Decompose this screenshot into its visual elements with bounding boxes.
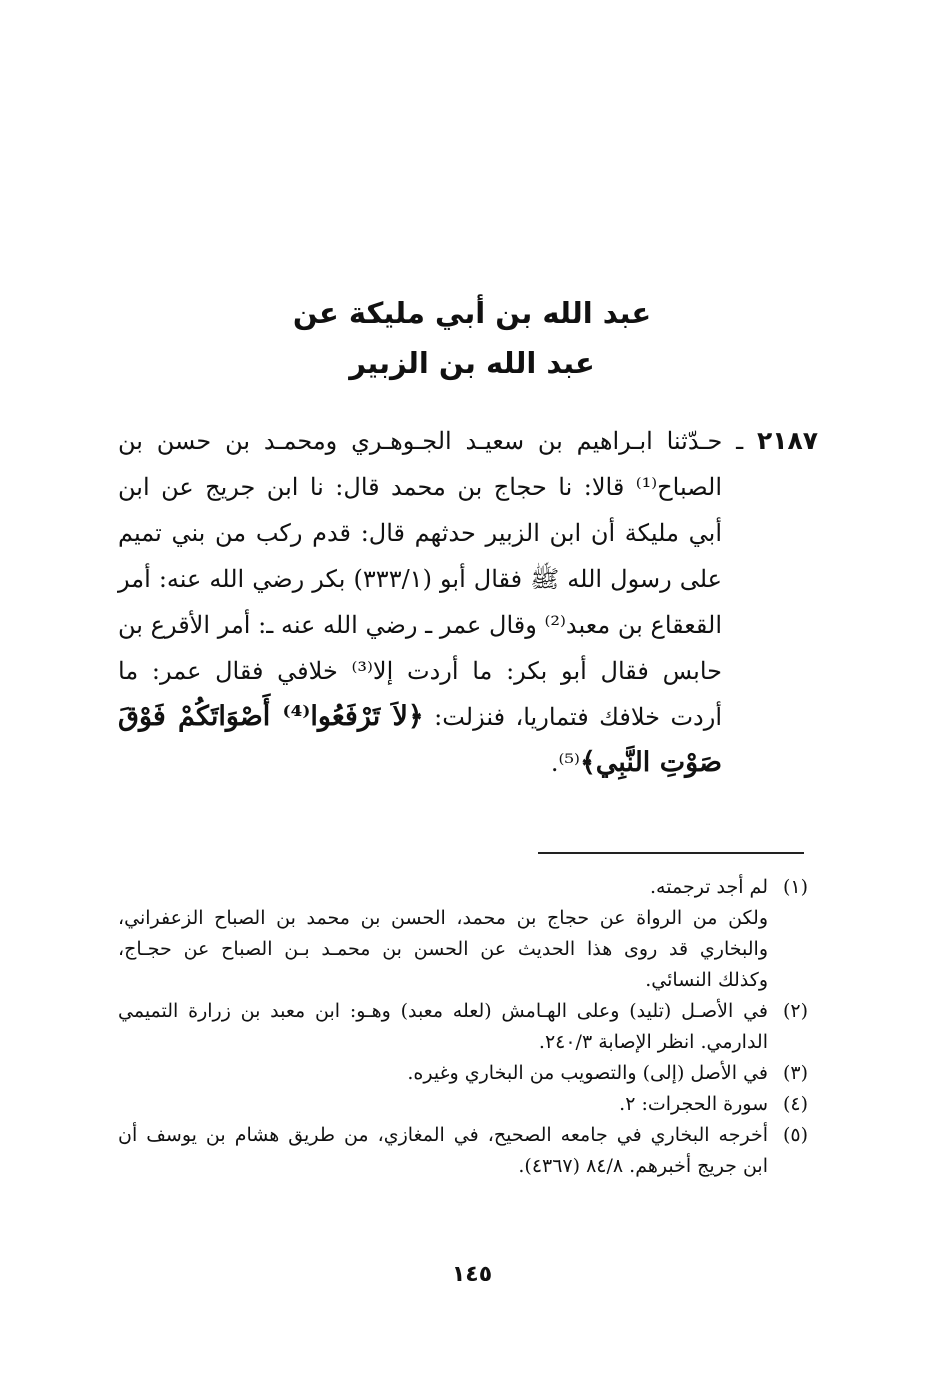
hadith-dash: ـ [722, 427, 757, 455]
hadith-line-3: أبي مليكة أن ابن الزبير حدثهم قال: قدم ركب من بني تميم [118, 519, 722, 547]
footnote-separator [538, 852, 804, 854]
hadith-line-8 [118, 740, 818, 786]
footnote-number: (٤) [782, 1093, 808, 1115]
footnote-1 [118, 872, 808, 996]
footnote-5 [118, 1120, 808, 1182]
footnote-body [118, 872, 768, 996]
heading-line-2: عبد الله بن الزبير [349, 346, 595, 380]
hadith-2187 [118, 418, 818, 786]
footnote-line: ابن جريج أخبرهم. ٨٤/٨ (٤٣٦٧). [518, 1155, 768, 1177]
footnote-line: في الأصـل (تليد) وعلى الهـامش (لعله معبد) وهـو: ابن معبد بن زرارة التميمي [118, 1000, 768, 1022]
footnote-body [118, 1058, 768, 1089]
hadith-text-7: أردت خلافك فتماريا، فنزلت: [423, 703, 723, 731]
footnote-line: لم أجد ترجمته. [650, 876, 768, 898]
hadith-line-1 [118, 418, 818, 464]
footnote-body [118, 1089, 768, 1120]
quran-verse-end: صَوْتِ النَّبِي﴾ [579, 747, 722, 778]
footnote-3 [118, 1058, 808, 1089]
footnote-line: والبخاري قد روى هذا الحديث عن الحسن بن محمـد بـن الصباح عن حجـاج، [118, 938, 768, 960]
heading-line-1: عبد الله بن أبي مليكة عن [292, 296, 652, 330]
footnote-number: (٥) [782, 1124, 808, 1146]
footnote-2 [118, 996, 808, 1058]
footnote-number: (٣) [782, 1062, 808, 1084]
footnote-body [118, 996, 768, 1058]
footnote-line: أخرجه البخاري في جامعه الصحيح، في المغازي، من طريق هشام بن يوسف أن [118, 1124, 768, 1146]
footnote-number: (٢) [782, 1000, 808, 1022]
footnote-line: سورة الحجرات: ٢. [619, 1093, 768, 1115]
hadith-text-8: ⁽⁵⁾. [550, 749, 580, 777]
hadith-text-1: حـدّثنا ابـراهيم بن سعيـد الجـوهـري ومحمـد بن حسن بن [118, 427, 723, 455]
hadith-line-2: الصباح⁽¹⁾ قالا: نا حجاج بن محمد قال: نا ابن جريج عن ابن [118, 473, 722, 501]
footnote-body [118, 1120, 768, 1182]
hadith-line-6: حابس فقال أبو بكر: ما أردت إلا⁽³⁾ خلافي فقال عمر: ما [118, 657, 722, 685]
section-heading [200, 288, 744, 388]
hadith-number: ٢١٨٧ [756, 426, 818, 455]
hadith-line-7 [118, 694, 818, 740]
hadith-line-5: القعقاع بن معبد⁽²⁾ وقال عمر ـ رضي الله عنه ـ: أمر الأقرع بن [118, 611, 722, 639]
footnote-line: وكذلك النسائي. [645, 969, 768, 991]
page-number: ١٤٥ [451, 1262, 493, 1287]
footnote-number: (١) [782, 876, 808, 898]
footnote-line: الدارمي. انظر الإصابة ٢٤٠/٣. [538, 1031, 768, 1053]
hadith-line-4: على رسول الله ﷺ فقال أبو (٣٣٣/١) بكر رضي الله عنه: أمر [118, 565, 722, 593]
footnote-line: ولكن من الرواة عن حجاج بن محمد، الحسن بن محمد بن الصباح الزعفراني، [118, 907, 768, 929]
footnote-line: في الأصل (إلى) والتصويب من البخاري وغيره. [407, 1062, 768, 1084]
footnotes [118, 872, 808, 1182]
footnote-4 [118, 1089, 808, 1120]
quran-verse-start: ﴿لاَ تَرْفَعُوا⁽⁴⁾ أَصْوَاتَكُمْ فَوْقَ [118, 701, 424, 732]
